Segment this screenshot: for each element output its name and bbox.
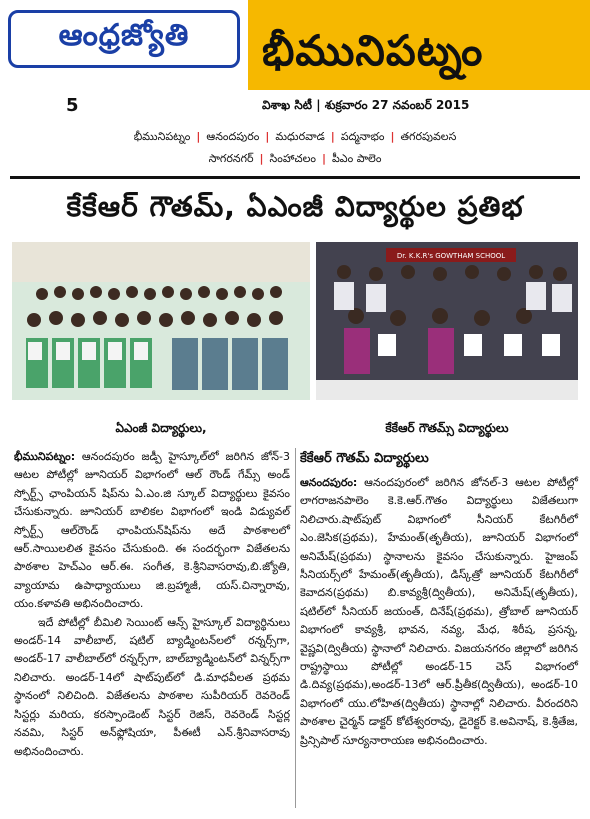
area-row-1 [0, 126, 590, 148]
photo-caption-left: ఏఎంజీ విద్యార్థులు, [12, 418, 310, 440]
area-item: సాగరనగర్ [208, 152, 254, 165]
separator: | [321, 152, 326, 165]
logo-text: ఆంధ్రజ్యోతి [58, 18, 190, 53]
separator: | [265, 130, 270, 143]
article-left-column [14, 448, 290, 761]
separator: | [259, 152, 264, 165]
separator: | [390, 130, 395, 143]
edition-title: భీమునిపట్నం [262, 26, 484, 75]
area-item: సింహాచలం [269, 152, 316, 165]
paragraph-body: ఆనందపురంలో జరిగిన జోనల్-3 ఆటల పోటీల్లో లాగరాజనపాలెం కె.కె.ఆర్.గౌతం విద్యార్థులు విజేతలుగా నిలిచారు.షాట్‌పుట్ విభాగంలో సీనియర్ కేటగిరీలో ఎం.జెసిక(ప్రథమ), హేమంత్(తృతీయ), జూనియర్ విభాగంలో అనిమేష్(ప్రథమ) స్థానాలను కైవసం చేసుకున్నారు. హైజంప్ సీనియర్స్‌లో హేమంత్(తృతీయ), డిస్క్‌త్రో జూనియర్ కేటగిరీలో కెవాదన(ప్రథమ) బి.కావ్యశ్రీ(ద్వితీయ), అనిమేష్(తృతీయ), షటిల్‌లో సీనియర్ జయంత్, దినేష్(ప్రథమ), త్రోబాల్ జూనియర్ విభాగంలో కావ్యశ్రీ, భావన, నవ్య, మేధ, శిరీష, ప్రసన్న, వైష్ణవి(ద్వితీయ) స్థానాలో నిలిచారు. విజయనగరం జిల్లాలో జరిగిన రాష్ట్రస్థాయి పోటీల్లో అండర్-15 చెస్ విభాగంలో డి.దివ్య(ప్రథమ),అండర్-13లో ఆర్.ప్రీతీక(ద్వితీయ), అండర్-10 విభాగంలో యు.లోహిత(ద్వితీయ) స్థానాల్లో నిలిచారు. వీరందరిని పాఠశాల చైర్మన్ డాక్టర్ కోటేశ్వరరావు, డైరెక్టర్ కె.అవినాష్, కె.శ్రీతేజ, ప్రిన్సిపాల్ సూర్యనారాయణ అభినందించారు. [300, 476, 578, 747]
area-item: పద్మనాభం [340, 130, 385, 143]
dateline-bar [248, 90, 590, 118]
area-item: పీఎం పాలెం [331, 152, 382, 165]
paragraph [14, 448, 290, 614]
article-right-column [300, 448, 578, 750]
area-list [0, 126, 590, 170]
paragraph-body: ఆనందపురం జడ్పీ హైస్కూల్‌లో జరిగిన జోన్-3 ఆటల పోటీల్లో జూనియర్ విభాగంలో ఆల్ రౌండ్ గేమ్స్ అండ్ స్పోర్ట్స్ ఛాంపియన్ షిప్‌ను ఏ.ఎం.జి స్కూల్ విద్యార్థులు కైవసం చేసుకున్నారు. జూనియర్ బాలికల విభాగంలో ఇండి విడ్యువల్ స్పోర్ట్స్ ఆల్‌రౌండ్ ఛాంపియన్‌షిప్‌ను అదే పాఠశాలలో ఆర్.సాయిలలిత కైవసం చేసుకుంది. ఈ సందర్భంగా విజేతలను పాఠశాల హెచ్ఎం ఆర్.ఈ. సంగీత, కె.శ్రీనివాసరావు,బి.జ్యోతి, వ్యాయామ ఉపాధ్యాయులు జి.బ్రహ్మాజీ, యస్.చిన్నారావు, యం.కళావతి అభినందించారు. [14, 450, 290, 611]
column-divider [295, 448, 296, 808]
separator: | [196, 130, 201, 143]
masthead-logo-panel [0, 0, 248, 118]
photo-amg-students [12, 242, 310, 400]
masthead [0, 0, 590, 118]
page-number: 5 [66, 95, 79, 116]
dateline: విశాఖ సిటీ | శుక్రవారం 27 నవంబర్ 2015 [262, 98, 470, 112]
area-item: ఆనందపురం [206, 130, 260, 143]
dateline-lead: భీమునిపట్నం: [14, 450, 76, 463]
section-divider [10, 176, 580, 179]
photo-caption-right: కేకేఆర్ గౌతమ్స్ విద్యార్థులు [316, 418, 578, 440]
group-photo-illustration [12, 242, 310, 400]
area-item: భీమునిపట్నం [133, 130, 191, 143]
area-row-2 [0, 148, 590, 170]
paragraph [300, 474, 578, 750]
school-banner: Dr. K.K.R's GOWTHAM SCHOOL [396, 252, 506, 260]
subheading: కేకేఆర్ గౌతమ్ విద్యార్థులు [300, 451, 429, 466]
separator: | [330, 130, 335, 143]
area-item: తగరపువలస [400, 130, 457, 143]
area-item: మధురవాడ [275, 130, 325, 143]
photo-kkr-gowtham-students [316, 242, 578, 400]
dateline-lead: ఆనందపురం: [300, 476, 358, 489]
article-headline: కేకేఆర్ గౌతమ్, ఏఎంజీ విద్యార్థుల ప్రతిభ [66, 190, 524, 223]
paragraph: ఇదే పోటీల్లో బీమిలి సెయింట్ ఆన్స్ హైస్కూల్ విద్యార్థినులు అండర్-14 వాలీబాల్, షటిల్ బ్యాడ్మింటన్‌లలో రన్నర్స్‌గా, అండర్-17 వాలీబాల్‌లో రన్నర్స్‌గా, బాల్‌బ్యాడ్మింటన్‌లో విన్నర్స్‌గా నిలిచారు. అండర్-14లో షాట్‌పుట్‌లో డి.మాధవీలత ప్రథమ స్థానంలో నిలిచింది. విజేతలను పాఠశాల సుపీరియర్ రెవరెండ్ సిస్టర్లు మరియ, కరస్పాండెంట్ సిస్టర్ రెజిస్, రెవరెండ్ సిస్టర్ల నవమి, సిస్టర్ అన్‌ఫ్లోషియా, పీఈటీ ఎన్.శ్రీనివాసరావు అభినందించారు. [14, 615, 290, 758]
group-photo-illustration [316, 242, 578, 400]
newspaper-logo [8, 10, 240, 68]
